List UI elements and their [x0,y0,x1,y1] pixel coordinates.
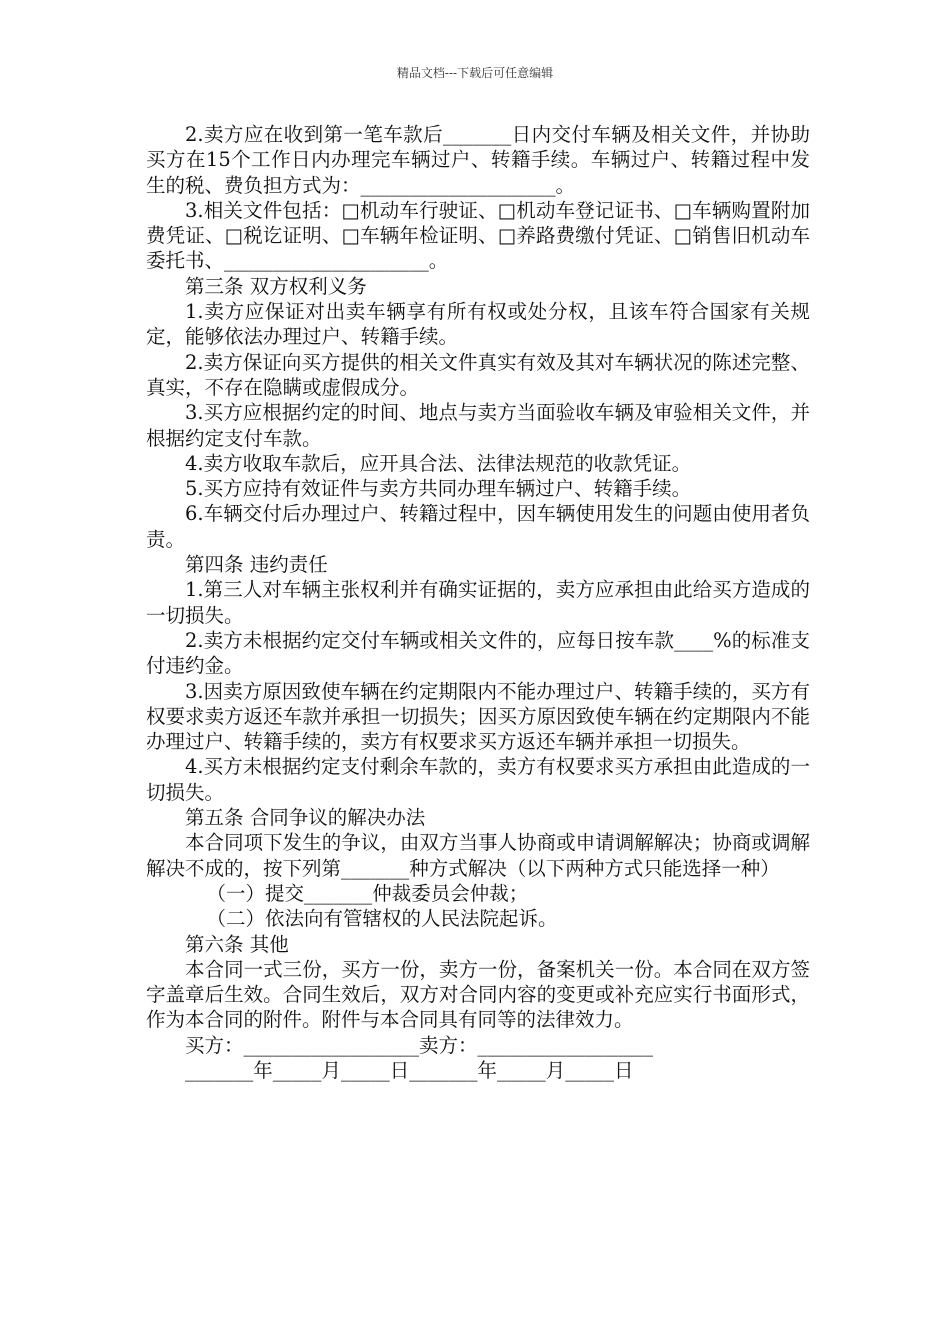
date-line: _______年_____月_____日_______年_____月_____日 [185,1058,634,1082]
page-header: 精品文档---下载后可任意编辑 [396,66,554,80]
article-3-item-1: 1.卖方应保证对出卖车辆享有所有权或处分权，且该车符合国家有关规定，能够依法办理过户、转籍手续。 [146,300,810,349]
article-4-item-2: 2.卖方未根据约定交付车辆或相关文件的，应每日按车款____%的标准支付违约金。 [146,628,810,678]
article-4-item-4: 4.买方未根据约定支付剩余车款的，卖方有权要求买方承担由此造成的一切损失。 [146,755,810,804]
article-3-item-2: 2.卖方保证向买方提供的相关文件真实有效及其对车辆状况的陈述完整、真实，不存在隐瞒或虚假成分。 [146,350,810,399]
article-5-option-2: （二）依法向有管辖权的人民法院起诉。 [206,907,558,931]
signature-line: 买方：__________________卖方：__________________ [185,1033,654,1057]
article-3-heading: 第三条 双方权利义务 [185,274,367,298]
clause-2-delivery: 2.卖方应在收到第一笔车款后_______日内交付车辆及相关文件，并协助买方在15个工作日内办理完车辆过户、转籍手续。车辆过户、转籍过程中发生的税、费负担方式为：____________________。 [146,123,810,197]
clause-3-documents: 3.相关文件包括：□机动车行驶证、□机动车登记证书、□车辆购置附加费凭证、□税讫证明、□车辆年检证明、□养路费缴付凭证、□销售旧机动车委托书、_____________________。 [146,198,810,273]
article-5-text: 本合同项下发生的争议，由双方当事人协商或申请调解解决；协商或调解解决不成的，按下列第_______种方式解决（以下两种方式只能选择一种） [146,831,810,880]
article-5-option-1: （一）提交_______仲裁委员会仲裁； [206,881,529,905]
article-4-item-1: 1.第三人对车辆主张权利并有确实证据的，卖方应承担由此给买方造成的一切损失。 [146,578,810,627]
article-4-item-3: 3.因卖方原因致使车辆在约定期限内不能办理过户、转籍手续的，买方有权要求卖方返还车款并承担一切损失；因买方原因致使车辆在约定期限内不能办理过户、转籍手续的，卖方有权要求买方返还车辆并承担一切损失。 [146,679,810,754]
article-3-item-6: 6.车辆交付后办理过户、转籍过程中，因车辆使用发生的问题由使用者负责。 [146,502,810,551]
article-4-heading: 第四条 违约责任 [185,553,328,577]
article-3-item-5: 5.买方应持有效证件与卖方共同办理车辆过户、转籍手续。 [185,477,692,501]
article-6-heading: 第六条 其他 [185,932,289,956]
article-3-item-3: 3.买方应根据约定的时间、地点与卖方当面验收车辆及审验相关文件，并根据约定支付车款。 [146,401,810,450]
article-6-text: 本合同一式三份，买方一份，卖方一份，备案机关一份。本合同在双方签字盖章后生效。合同生效后，双方对合同内容的变更或补充应实行书面形式，作为本合同的附件。附件与本合同具有同等的法律效力。 [146,957,810,1032]
contract-body [146,122,810,1083]
article-3-item-4: 4.卖方收取车款后，应开具合法、法律法规范的收款凭证。 [185,451,692,475]
article-5-heading: 第五条 合同争议的解决办法 [185,806,426,830]
